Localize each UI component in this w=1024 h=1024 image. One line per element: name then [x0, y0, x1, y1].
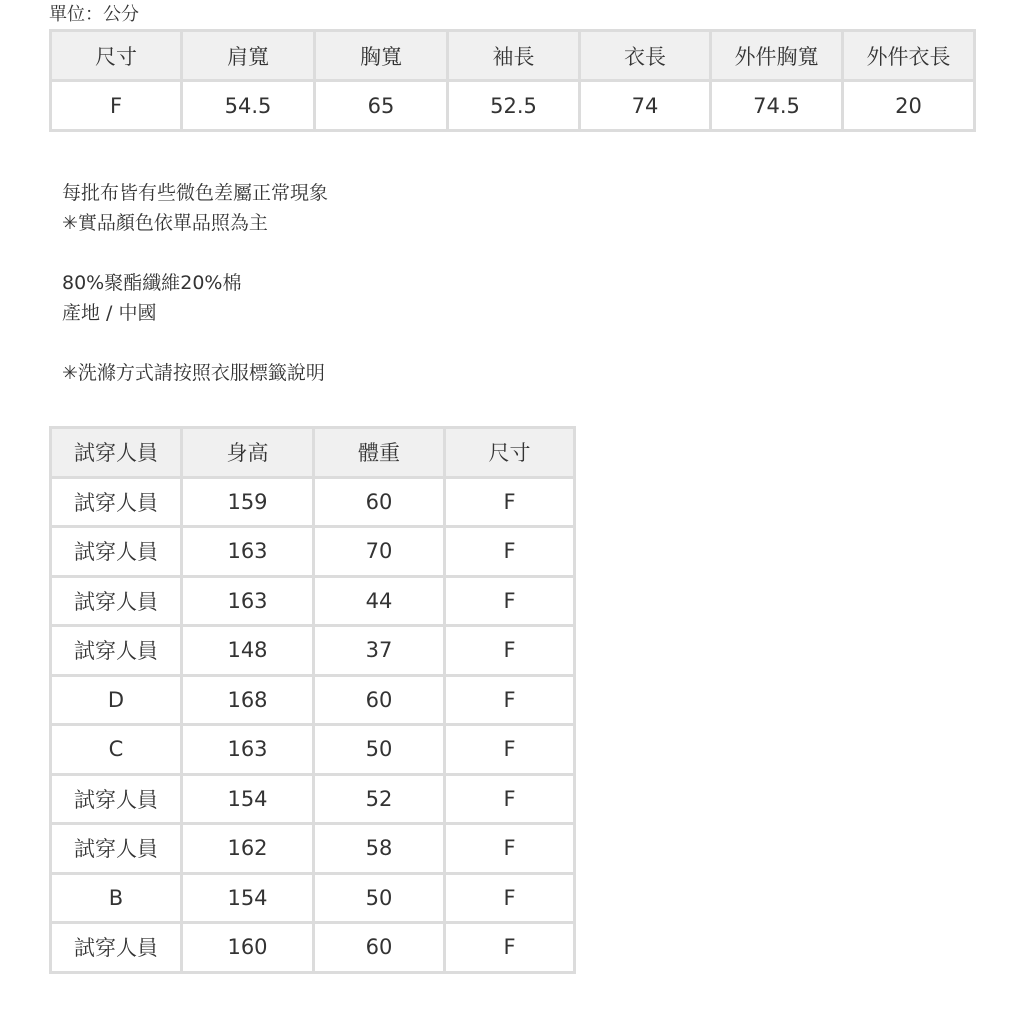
table-cell: F — [446, 726, 576, 776]
table-cell: 154 — [183, 875, 315, 925]
header-weight: 體重 — [315, 429, 446, 479]
table-row — [52, 677, 576, 727]
table-cell: 65 — [316, 82, 449, 132]
table-cell: 50 — [315, 726, 446, 776]
table-cell: 試穿人員 — [52, 627, 183, 677]
table-cell: F — [446, 875, 576, 925]
size-table-header-row — [52, 32, 976, 82]
header-size: 尺寸 — [52, 32, 183, 82]
table-cell: F — [446, 479, 576, 529]
table-cell: 試穿人員 — [52, 479, 183, 529]
table-cell: 60 — [315, 924, 446, 974]
table-row — [52, 82, 976, 132]
table-cell: B — [52, 875, 183, 925]
table-cell: 60 — [315, 479, 446, 529]
table-cell: 試穿人員 — [52, 776, 183, 826]
size-table — [49, 29, 976, 132]
table-cell: 37 — [315, 627, 446, 677]
table-cell: 162 — [183, 825, 315, 875]
table-row — [52, 825, 576, 875]
table-cell: 148 — [183, 627, 315, 677]
table-row — [52, 479, 576, 529]
header-sleeve-length: 袖長 — [449, 32, 581, 82]
table-cell: F — [446, 825, 576, 875]
table-row — [52, 924, 576, 974]
table-cell: 試穿人員 — [52, 578, 183, 628]
header-shoulder-width: 肩寬 — [183, 32, 316, 82]
table-row — [52, 776, 576, 826]
table-cell: F — [446, 924, 576, 974]
tryon-table — [49, 426, 576, 974]
table-row — [52, 726, 576, 776]
table-cell: 163 — [183, 726, 315, 776]
table-cell: 20 — [844, 82, 976, 132]
table-cell: 160 — [183, 924, 315, 974]
table-cell: 159 — [183, 479, 315, 529]
header-model: 試穿人員 — [52, 429, 183, 479]
table-cell: F — [446, 627, 576, 677]
note-origin: 產地 / 中國 — [62, 302, 157, 324]
header-chest-width: 胸寬 — [316, 32, 449, 82]
table-cell: C — [52, 726, 183, 776]
unit-label: 單位：公分 — [49, 4, 139, 25]
note-spacer — [62, 238, 328, 268]
table-cell: 60 — [315, 677, 446, 727]
product-notes — [62, 178, 328, 388]
table-cell: F — [446, 578, 576, 628]
table-cell: 74.5 — [712, 82, 844, 132]
table-cell: 58 — [315, 825, 446, 875]
table-cell: F — [446, 677, 576, 727]
table-cell: 168 — [183, 677, 315, 727]
tryon-table-header-row — [52, 429, 576, 479]
note-actual-color: ✳︎實品顏色依單品照為主 — [62, 212, 268, 234]
table-cell: 163 — [183, 528, 315, 578]
table-row — [52, 528, 576, 578]
table-cell: 試穿人員 — [52, 825, 183, 875]
table-row — [52, 578, 576, 628]
note-material: 80%聚酯纖維20%棉 — [62, 272, 242, 294]
table-cell: D — [52, 677, 183, 727]
table-row — [52, 627, 576, 677]
table-cell: F — [446, 528, 576, 578]
header-garment-length: 衣長 — [581, 32, 712, 82]
note-color-variance: 每批布皆有些微色差屬正常現象 — [62, 182, 329, 204]
table-cell: F — [446, 776, 576, 826]
table-cell: 154 — [183, 776, 315, 826]
header-height: 身高 — [183, 429, 315, 479]
note-washing: ✳︎洗滌方式請按照衣服標籤說明 — [62, 362, 325, 384]
table-cell: 70 — [315, 528, 446, 578]
table-cell: 52.5 — [449, 82, 581, 132]
header-size: 尺寸 — [446, 429, 576, 479]
header-outer-garment-length: 外件衣長 — [844, 32, 976, 82]
table-cell: 試穿人員 — [52, 528, 183, 578]
table-cell: 74 — [581, 82, 712, 132]
table-row — [52, 875, 576, 925]
header-outer-chest-width: 外件胸寬 — [712, 32, 844, 82]
table-cell: 44 — [315, 578, 446, 628]
table-cell: 163 — [183, 578, 315, 628]
table-cell: F — [52, 82, 183, 132]
table-cell: 試穿人員 — [52, 924, 183, 974]
table-cell: 54.5 — [183, 82, 316, 132]
table-cell: 50 — [315, 875, 446, 925]
note-spacer — [62, 328, 328, 358]
table-cell: 52 — [315, 776, 446, 826]
